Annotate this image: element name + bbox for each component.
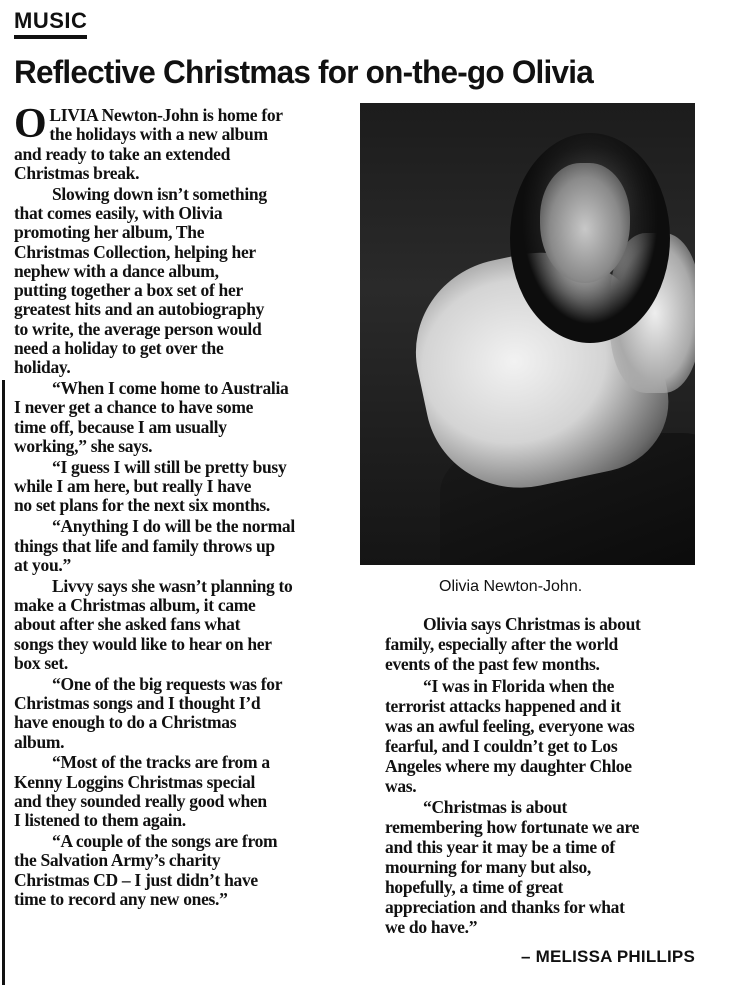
text-line: box set. [14,652,68,673]
text-line: remembering how fortunate we are [385,817,640,837]
text-line: that comes easily, with Olivia [14,202,223,223]
article-column-right [385,614,705,939]
text-line: the Salvation Army’s charity [14,850,221,871]
text-line: I never get a chance to have some [14,397,254,418]
text-line: was an awful feeling, everyone was [385,715,635,736]
text-line: while I am here, but really I have [14,476,252,497]
text-line: Angeles where my daughter Chloe [385,755,632,776]
paragraph [14,753,349,830]
text-line: the holidays with a new album [49,124,268,145]
text-line: holiday. [14,357,71,378]
headline: Reflective Christmas for on-the-go Olivia [14,54,593,90]
text-line: album. [14,731,65,752]
text-line: and this year it may be a time of [385,837,615,857]
paragraph [14,832,349,909]
text-line: greatest hits and an autobiography [14,299,265,320]
text-line: Christmas Collection, helping her [14,241,256,262]
text-line: Christmas CD – I just didn’t have [14,869,258,890]
text-line: hopefully, a time of great [385,877,564,897]
paragraph [385,797,705,937]
text-line: working,” she says. [14,436,153,457]
text-line: “One of the big requests was for [52,673,283,694]
text-line: and they sounded really good when [14,790,267,811]
paragraph [385,614,705,674]
paragraph [14,379,349,456]
drop-cap: O [14,101,47,147]
text-line: nephew with a dance album, [14,260,219,281]
photo-olivia-newton-john [360,103,695,565]
text-line: appreciation and thanks for what [385,897,625,917]
text-line: Slowing down isn’t something [52,183,267,204]
photo-face [540,163,630,283]
text-line: things that life and family throws up [14,535,275,556]
text-line: no set plans for the next six months. [14,495,270,516]
text-line: make a Christmas album, it came [14,594,256,615]
text-line: need a holiday to get over the [14,338,224,359]
text-line: events of the past few months. [385,654,600,674]
text-line: songs they would like to hear on her [14,633,272,654]
byline: – MELISSA PHILLIPS [521,947,695,966]
article-column-left [14,101,349,911]
text-line: and ready to take an extended [14,143,231,164]
text-line: time to record any new ones.” [14,888,228,909]
photo-caption: Olivia Newton-John. [439,578,583,595]
text-line: “I guess I will still be pretty busy [52,456,287,477]
text-line: “Most of the tracks are from a [52,752,270,773]
text-line: promoting her album, The [14,222,205,243]
text-line: about after she asked fans what [14,614,241,635]
paragraph [14,577,349,673]
paragraph [14,458,349,516]
paragraph [14,101,349,183]
text-line: “Anything I do will be the normal [52,516,295,537]
paragraph [14,517,349,575]
text-line: terrorist attacks happened and it [385,695,621,716]
text-line: to write, the average person would [14,318,262,339]
text-line: “I was in Florida when the [423,675,615,696]
text-line: family, especially after the world [385,634,618,654]
text-line: Christmas songs and I thought I’d [14,692,261,713]
paragraph [385,676,705,796]
section-label: MUSIC [14,8,87,39]
text-line: at you.” [14,554,71,575]
text-line: have enough to do a Christmas [14,712,237,733]
text-line: putting together a box set of her [14,280,243,301]
paragraph [14,185,349,378]
text-line: time off, because I am usually [14,416,227,437]
text-line: Kenny Loggins Christmas special [14,771,256,792]
text-line: LIVIA Newton-John is home for [49,105,283,125]
text-line: “Christmas is about [423,797,568,817]
text-line: we do have.” [385,917,478,937]
paragraph [14,675,349,752]
text-line: “When I come home to Australia [52,378,289,399]
text-line: mourning for many but also, [385,857,591,877]
text-line: Christmas break. [14,162,140,183]
text-line: “A couple of the songs are from [52,830,278,851]
text-line: fearful, and I couldn’t get to Los [385,735,618,756]
column-rule [2,380,5,985]
text-line: I listened to them again. [14,810,186,831]
text-line: Livvy says she wasn’t planning to [52,575,293,596]
text-line: was. [385,775,417,796]
text-line: Olivia says Christmas is about [423,614,641,634]
